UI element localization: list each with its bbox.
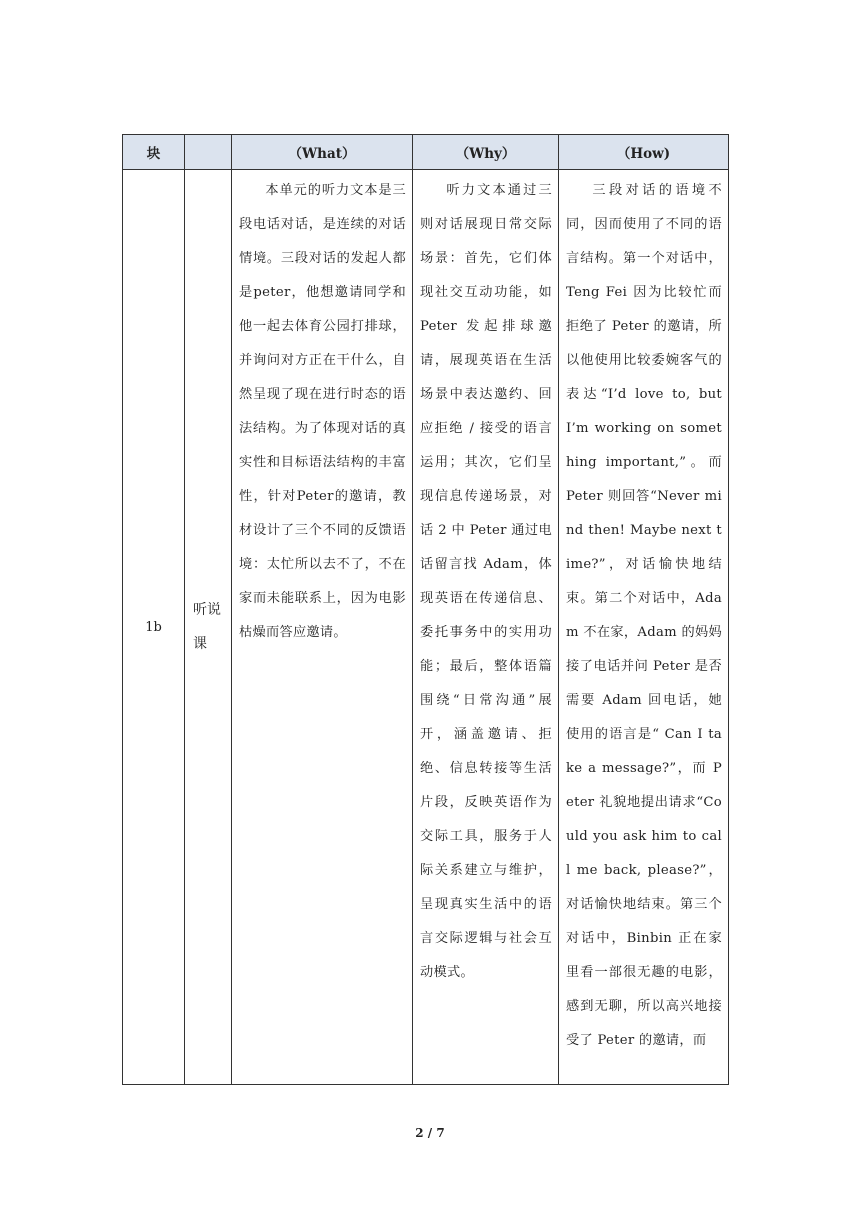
header-how: （How) [559, 135, 729, 170]
page-number: 2 / 7 [415, 1126, 445, 1140]
header-type [185, 135, 232, 170]
header-block: 块 [123, 135, 185, 170]
table-header-row [123, 135, 729, 170]
row-code: 1b [145, 619, 162, 635]
how-cell [559, 170, 729, 1085]
header-what: （What） [232, 135, 413, 170]
header-why: （Why） [413, 135, 559, 170]
lesson-analysis-table [122, 134, 729, 1085]
how-text: 三段对话的语境不同，因而使用了不同的语言结构。第一个对话中，Teng Fei 因为比较忙而拒绝了 Peter 的邀请，所以他使用比较委婉客气的表达“I’d love to, but I’m working on something important,”。而 Peter 则回答“Never mind then! Maybe next time?”，对话愉快地结束。第二个对话中，Adam 不在家，Adam 的妈妈接了电话并问 Peter 是否需要 Adam 回电话，她使用的语言是“ Can I take a message?”，而 Peter 礼貌地提出请求“Could you ask him to call me back, please?”，对话愉快地结束。第三个对话中，Binbin 正在家里看一部很无趣的电影，感到无聊，所以高兴地接受了 Peter 的邀请，而 [566, 183, 722, 1048]
what-cell [232, 170, 413, 1085]
row-type-cell [185, 170, 232, 1085]
row-code-cell [123, 170, 185, 1085]
why-text: 听力文本通过三则对话展现日常交际场景：首先，它们体现社交互动功能，如 Peter 发起排球邀请，展现英语在生活场景中表达邀约、回应拒绝 / 接受的语言运用；其次，它们呈现信息传递场景，对话 2 中 Peter 通过电话留言找 Adam，体现英语在传递信息、委托事务中的实用功能；最后，整体语篇围绕“日常沟通”展开，涵盖邀请、拒绝、信息转接等生活片段，反映英语作为交际工具，服务于人际关系建立与维护，呈现真实生活中的语言交际逻辑与社会互动模式。 [420, 183, 552, 980]
table-row [123, 170, 729, 1085]
why-cell [413, 170, 559, 1085]
row-type: 听说课 [193, 602, 221, 652]
what-text: 本单元的听力文本是三段电话对话，是连续的对话情境。三段对话的发起人都是peter，他想邀请同学和他一起去体育公园打排球，并询问对方正在干什么，自然呈现了现在进行时态的语法结构。为了体现对话的真实性和目标语法结构的丰富性，针对Peter的邀请，教材设计了三个不同的反馈语境：太忙所以去不了，不在家而未能联系上，因为电影枯燥而答应邀请。 [239, 183, 406, 640]
